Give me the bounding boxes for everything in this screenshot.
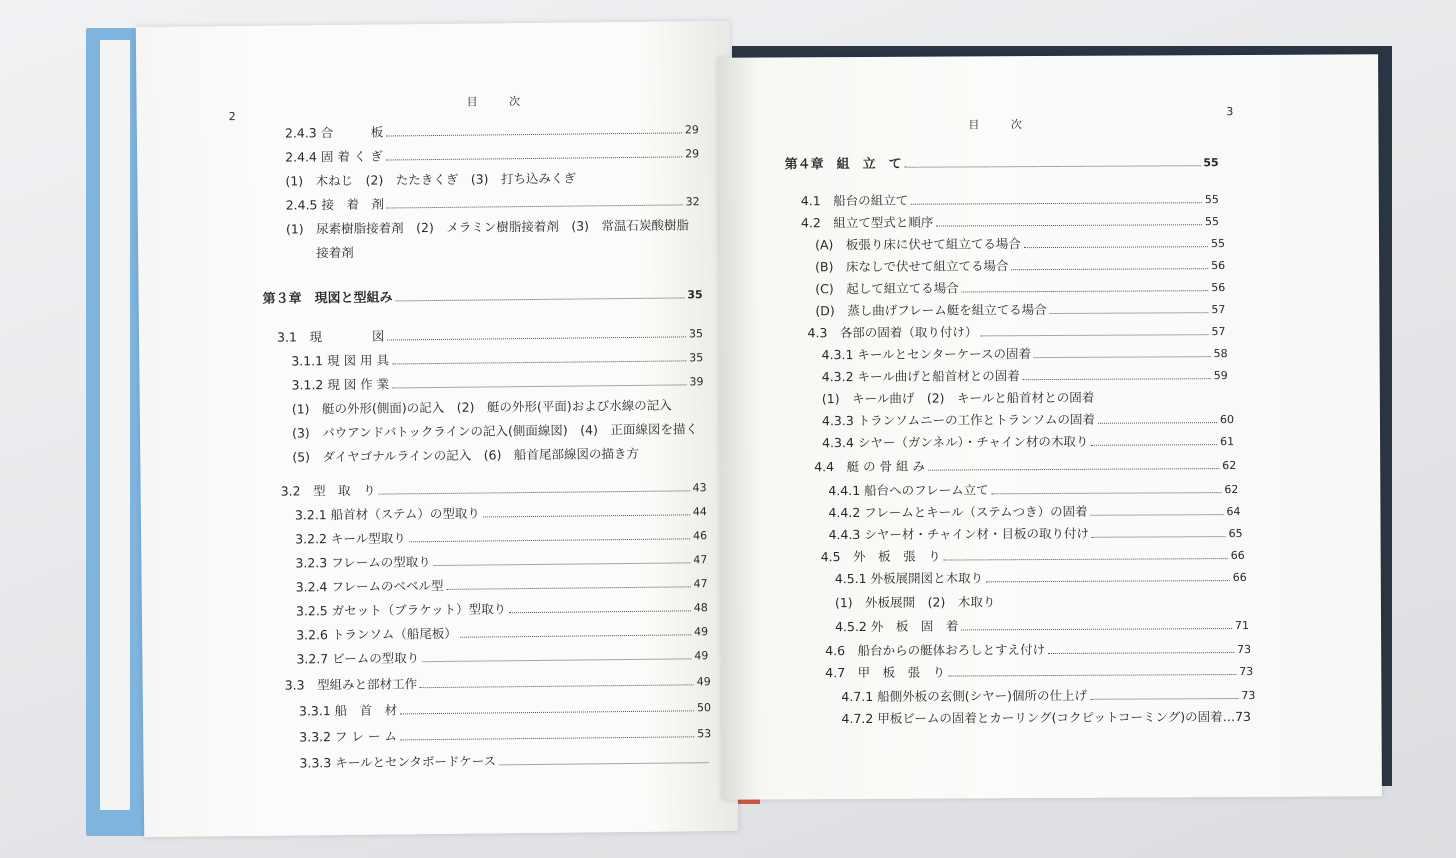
toc-entry: 4.5.2 外 板 固 着 71 <box>835 618 1250 635</box>
toc-entry: 3.2.2 キール型取り 46 <box>295 529 708 547</box>
toc-entry: 4.2 組立て型式と順序 55 <box>800 214 1219 231</box>
toc-entry: 3.3.3 キールとセンタボードケース <box>299 749 711 771</box>
toc-entry: 4.4 艇 の 骨 組 み 62 <box>814 458 1237 475</box>
toc-entry: 4.4.2 フレームとキール（ステムつき）の固着 64 <box>828 503 1241 521</box>
toc-entry: (C) 起して組立てる場合 56 <box>815 280 1226 297</box>
toc-entry: 4.3.2 キール曲げと船首材との固着 59 <box>821 368 1228 385</box>
toc-entry: 4.4.3 シヤー材・チャイン材・目板の取り付け 65 <box>828 525 1243 543</box>
toc-entry: 3.2.6 トランソム（船尾板） 49 <box>296 625 709 643</box>
toc-entry: (A) 板張り床に伏せて組立てる場合 55 <box>815 236 1226 253</box>
right-page <box>718 54 1382 799</box>
toc-entry: 3.1.1 現 図 用 具 35 <box>291 351 704 369</box>
toc-entry: 4.1 船台の組立て 55 <box>800 192 1219 209</box>
toc-entry: 4.5 外 板 張 り 66 <box>820 548 1245 565</box>
left-page <box>136 21 738 837</box>
toc-entry: (B) 床なしで伏せて組立てる場合 56 <box>815 258 1226 275</box>
toc-entry: 3.2 型 取 り 43 <box>280 481 707 499</box>
page-header: 目 次 <box>968 118 1036 132</box>
toc-entry: 3.2.3 フレームの型取り 47 <box>295 553 708 571</box>
page-number: 3 <box>1226 105 1234 119</box>
toc-entry: 4.6 船台からの艇体おろしとすえ付け 73 <box>825 642 1252 659</box>
toc-entry: 2.4.4 固 着 く ぎ 29 <box>285 147 700 165</box>
toc-entry: 3.2.7 ビームの型取り 49 <box>296 649 709 667</box>
toc-entry: 3.3.1 船 首 材 50 <box>298 701 712 719</box>
toc-subitems: (3) バウアンドバトックラインの記入(側面線図) (4) 正面線図を描く <box>291 421 699 441</box>
toc-entry: 3.3.2 フ レ ー ム 53 <box>299 727 712 745</box>
toc-entry: 4.3.3 トランソムニーの工作とトランソムの固着 60 <box>821 411 1234 429</box>
toc-entry: 3.2.1 船首材（ステム）の型取り 44 <box>294 505 707 523</box>
toc-entry: 4.7 甲 板 張 り 73 <box>825 664 1254 681</box>
toc-entry: 4.7.2 甲板ビームの固着とカーリング(コクピットコーミング)の固着…73 <box>841 708 1252 727</box>
toc-entry: 4.7.1 船側外板の玄側(シヤー)個所の仕上げ 73 <box>841 687 1256 705</box>
toc-entry: 4.3.4 シヤー（ガンネル）・チャイン材の木取り 61 <box>822 433 1235 451</box>
toc-subitems: (1) 艇の外形(側面)の記入 (2) 艇の外形(平面)および水線の記入 <box>291 397 672 417</box>
toc-subitems: (1) 尿素樹脂接着剤 (2) メラミン樹脂接着剤 (3) 常温石炭酸樹脂 <box>285 217 690 237</box>
toc-entry: 4.3.1 キールとセンターケースの固着 58 <box>821 346 1228 363</box>
toc-entry: 3.3 型組みと部材工作 49 <box>284 675 711 693</box>
toc-entry: 3.1.2 現 図 作 業 39 <box>291 375 704 393</box>
toc-subitems: (1) キール曲げ (2) キールと船首材との固着 <box>821 389 1095 407</box>
toc-entry: 4.4.1 船台へのフレーム立て 62 <box>828 482 1239 499</box>
page-header: 目 次 <box>466 94 535 109</box>
toc-entry: 3.2.5 ガセット（ブラケット）型取り 48 <box>295 601 708 619</box>
toc-entry: 3.2.4 フレームのベベル型 47 <box>295 577 708 595</box>
toc-entry: 2.4.3 合 板 29 <box>284 123 699 141</box>
toc-entry: 4.3 各部の固着（取り付け） 57 <box>807 324 1226 341</box>
toc-chapter: 第４章 組 立 て 55 <box>784 156 1219 173</box>
toc-chapter: 第３章 現図と型組み 35 <box>262 288 703 307</box>
toc-subitems: (5) ダイヤゴナルラインの記入 (6) 船首尾部線図の描き方 <box>292 445 640 465</box>
page-number: 2 <box>228 110 236 124</box>
toc-entry: (D) 蒸し曲げフレーム艇を組立てる場合 57 <box>815 302 1226 319</box>
book-page-edges-left <box>100 40 130 810</box>
toc-entry: 3.1 現 図 35 <box>276 327 704 345</box>
toc-subitems: 接着剤 <box>316 244 354 261</box>
toc-entry: 4.5.1 外板展開図と木取り 66 <box>834 570 1247 587</box>
toc-entry: 2.4.5 接 着 剤 32 <box>285 195 700 213</box>
toc-subitems: (1) 外板展開 (2) 木取り <box>834 594 996 611</box>
toc-subitems: (1) 木ねじ (2) たたきくぎ (3) 打ち込みくぎ <box>285 170 577 189</box>
